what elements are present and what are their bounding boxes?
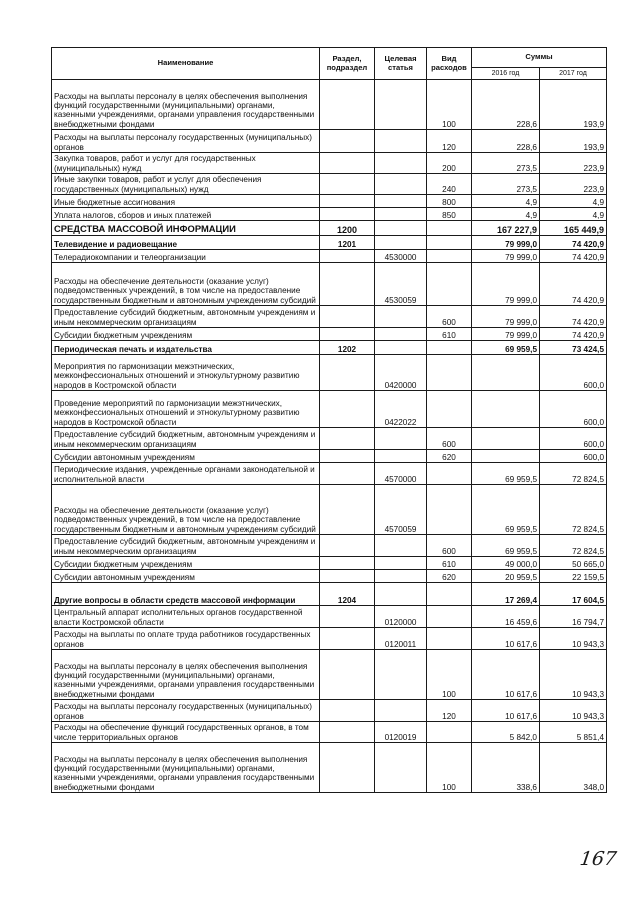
- row-section: [320, 391, 375, 428]
- row-type: [427, 250, 472, 263]
- row-sum-2017: 193,9: [540, 80, 607, 130]
- row-sum-2017: 17 604,5: [540, 583, 607, 606]
- row-sum-2017: 4,9: [540, 195, 607, 208]
- row-type: 850: [427, 208, 472, 221]
- row-article: 0422022: [375, 391, 427, 428]
- table-row: [52, 250, 607, 263]
- row-sum-2017: 600,0: [540, 391, 607, 428]
- row-sum-2017: 74 420,9: [540, 236, 607, 250]
- row-sum-2017: 10 943,3: [540, 700, 607, 722]
- budget-table: [51, 47, 607, 793]
- row-article: [375, 221, 427, 236]
- row-article: [375, 328, 427, 341]
- row-name: Субсидии бюджетным учреждениям: [52, 557, 320, 570]
- row-article: 0120019: [375, 722, 427, 743]
- row-name: Центральный аппарат исполнительных органов государственной власти Костромской области: [52, 606, 320, 628]
- row-sum-2017: 74 420,9: [540, 306, 607, 328]
- table-row: [52, 583, 607, 606]
- table-row: [52, 628, 607, 650]
- row-sum-2017: 74 420,9: [540, 250, 607, 263]
- row-name: Телерадиокомпании и телеорганизации: [52, 250, 320, 263]
- row-name: Расходы на обеспечение деятельности (оказание услуг) подведомственных учреждений, в том числе на предоставление государственным бюджетным и автономным учреждениям субсидий: [52, 263, 320, 306]
- row-type: 600: [427, 428, 472, 450]
- row-sum-2016: 273,5: [472, 153, 540, 174]
- row-sum-2017: 74 420,9: [540, 263, 607, 306]
- page-number: 167: [578, 848, 618, 870]
- row-name: Периодические издания, учрежденные органами законодательной и исполнительной власти: [52, 463, 320, 485]
- table-row: [52, 263, 607, 306]
- table-row: [52, 130, 607, 153]
- row-name: Проведение мероприятий по гармонизации межэтнических, межконфессиональных отношений и этнокультурному развитию народов в Костромской области: [52, 391, 320, 428]
- row-name: Субсидии автономным учреждениям: [52, 570, 320, 583]
- table-row: [52, 341, 607, 355]
- row-section: [320, 80, 375, 130]
- row-sum-2016: 20 959,5: [472, 570, 540, 583]
- table-body: [52, 80, 607, 793]
- row-sum-2016: [472, 450, 540, 463]
- row-section: [320, 722, 375, 743]
- table-row: [52, 535, 607, 557]
- row-sum-2017: 165 449,9: [540, 221, 607, 236]
- row-sum-2016: 4,9: [472, 208, 540, 221]
- row-section: [320, 570, 375, 583]
- row-sum-2017: 72 824,5: [540, 485, 607, 535]
- row-article: [375, 195, 427, 208]
- row-type: 200: [427, 153, 472, 174]
- row-section: [320, 535, 375, 557]
- table-row: [52, 722, 607, 743]
- row-section: 1202: [320, 341, 375, 355]
- row-article: [375, 535, 427, 557]
- row-name: Расходы на выплаты по оплате труда работников государственных органов: [52, 628, 320, 650]
- row-section: [320, 306, 375, 328]
- row-article: [375, 130, 427, 153]
- row-sum-2016: [472, 391, 540, 428]
- row-sum-2016: [472, 355, 540, 391]
- row-sum-2017: 10 943,3: [540, 650, 607, 700]
- table-row: [52, 80, 607, 130]
- table-row: [52, 485, 607, 535]
- row-sum-2017: 72 824,5: [540, 535, 607, 557]
- row-sum-2017: 600,0: [540, 450, 607, 463]
- row-sum-2016: 79 999,0: [472, 306, 540, 328]
- row-section: [320, 606, 375, 628]
- row-type: [427, 263, 472, 306]
- row-sum-2016: 69 959,5: [472, 341, 540, 355]
- table-row: [52, 428, 607, 450]
- row-name: Закупка товаров, работ и услуг для государственных (муниципальных) нужд: [52, 153, 320, 174]
- row-section: [320, 450, 375, 463]
- row-article: [375, 583, 427, 606]
- header-section: Раздел, подраздел: [320, 48, 375, 80]
- row-section: 1204: [320, 583, 375, 606]
- row-section: [320, 250, 375, 263]
- row-type: [427, 722, 472, 743]
- row-type: 620: [427, 450, 472, 463]
- table-row: [52, 355, 607, 391]
- row-sum-2016: 10 617,6: [472, 700, 540, 722]
- row-section: [320, 743, 375, 793]
- row-name: Уплата налогов, сборов и иных платежей: [52, 208, 320, 221]
- row-article: 4530059: [375, 263, 427, 306]
- row-name: Иные бюджетные ассигнования: [52, 195, 320, 208]
- row-sum-2016: 228,6: [472, 130, 540, 153]
- row-article: [375, 743, 427, 793]
- row-sum-2016: 79 999,0: [472, 328, 540, 341]
- row-name: Расходы на выплаты персоналу в целях обеспечения выполнения функций государственными (муниципальными) органами, казенными учреждениями, органами управления государственными внебюджетными фондами: [52, 80, 320, 130]
- row-name: Расходы на обеспечение деятельности (оказание услуг) подведомственных учреждений, в том числе на предоставление государственным бюджетным и автономным учреждениям субсидий: [52, 485, 320, 535]
- row-section: [320, 650, 375, 700]
- row-type: 610: [427, 328, 472, 341]
- row-sum-2017: 16 794,7: [540, 606, 607, 628]
- row-article: [375, 428, 427, 450]
- row-sum-2017: 600,0: [540, 355, 607, 391]
- table-row: [52, 328, 607, 341]
- table-row: [52, 306, 607, 328]
- row-article: [375, 80, 427, 130]
- row-article: 4570059: [375, 485, 427, 535]
- row-sum-2017: 73 424,5: [540, 341, 607, 355]
- table-row: [52, 450, 607, 463]
- row-type: 600: [427, 535, 472, 557]
- row-name: Предоставление субсидий бюджетным, автономным учреждениям и иным некоммерческим организациям: [52, 535, 320, 557]
- row-article: [375, 236, 427, 250]
- row-sum-2016: 16 459,6: [472, 606, 540, 628]
- row-name: Предоставление субсидий бюджетным, автономным учреждениям и иным некоммерческим организациям: [52, 428, 320, 450]
- row-article: 4530000: [375, 250, 427, 263]
- table-row: [52, 221, 607, 236]
- row-sum-2016: 338,6: [472, 743, 540, 793]
- row-article: [375, 450, 427, 463]
- row-sum-2016: 69 959,5: [472, 485, 540, 535]
- row-article: 4570000: [375, 463, 427, 485]
- row-section: 1201: [320, 236, 375, 250]
- row-article: [375, 306, 427, 328]
- row-article: [375, 557, 427, 570]
- table-row: [52, 570, 607, 583]
- table-header: [52, 48, 607, 80]
- row-type: [427, 606, 472, 628]
- table-row: [52, 236, 607, 250]
- header-year-2017: 2017 год: [540, 68, 607, 80]
- row-article: [375, 570, 427, 583]
- row-article: 0120000: [375, 606, 427, 628]
- row-sum-2017: 348,0: [540, 743, 607, 793]
- row-sum-2017: 223,9: [540, 153, 607, 174]
- row-section: [320, 208, 375, 221]
- row-article: [375, 153, 427, 174]
- row-section: [320, 700, 375, 722]
- table-row: [52, 606, 607, 628]
- header-type: Вид расходов: [427, 48, 472, 80]
- row-name: Телевидение и радиовещание: [52, 236, 320, 250]
- row-sum-2016: 49 000,0: [472, 557, 540, 570]
- row-name: СРЕДСТВА МАССОВОЙ ИНФОРМАЦИИ: [52, 221, 320, 236]
- row-sum-2016: 79 999,0: [472, 236, 540, 250]
- row-type: 120: [427, 700, 472, 722]
- row-sum-2017: 5 851,4: [540, 722, 607, 743]
- row-type: 240: [427, 174, 472, 195]
- row-type: [427, 391, 472, 428]
- row-type: [427, 485, 472, 535]
- row-section: [320, 328, 375, 341]
- row-sum-2017: 223,9: [540, 174, 607, 195]
- table-row: [52, 700, 607, 722]
- header-name: Наименование: [52, 48, 320, 80]
- row-type: 100: [427, 650, 472, 700]
- row-sum-2016: 10 617,6: [472, 628, 540, 650]
- row-sum-2016: 69 959,5: [472, 535, 540, 557]
- row-section: [320, 428, 375, 450]
- header-year-2016: 2016 год: [472, 68, 540, 80]
- row-article: 0120011: [375, 628, 427, 650]
- row-sum-2016: 228,6: [472, 80, 540, 130]
- row-article: [375, 208, 427, 221]
- row-type: [427, 221, 472, 236]
- row-article: 0420000: [375, 355, 427, 391]
- row-type: [427, 236, 472, 250]
- row-name: Периодическая печать и издательства: [52, 341, 320, 355]
- row-type: 100: [427, 80, 472, 130]
- row-section: 1200: [320, 221, 375, 236]
- row-article: [375, 341, 427, 355]
- row-type: 120: [427, 130, 472, 153]
- row-sum-2016: [472, 428, 540, 450]
- row-sum-2016: 79 999,0: [472, 250, 540, 263]
- row-sum-2016: 4,9: [472, 195, 540, 208]
- table-row: [52, 174, 607, 195]
- row-sum-2017: 10 943,3: [540, 628, 607, 650]
- row-name: Расходы на выплаты персоналу государственных (муниципальных) органов: [52, 700, 320, 722]
- row-article: [375, 650, 427, 700]
- row-sum-2017: 22 159,5: [540, 570, 607, 583]
- row-section: [320, 485, 375, 535]
- row-type: 620: [427, 570, 472, 583]
- row-type: [427, 341, 472, 355]
- row-type: [427, 355, 472, 391]
- row-sum-2016: 5 842,0: [472, 722, 540, 743]
- row-section: [320, 130, 375, 153]
- row-name: Расходы на обеспечение функций государственных органов, в том числе территориальных органов: [52, 722, 320, 743]
- row-sum-2017: 4,9: [540, 208, 607, 221]
- row-section: [320, 557, 375, 570]
- row-sum-2016: 273,5: [472, 174, 540, 195]
- header-sums: Суммы: [472, 48, 607, 68]
- row-section: [320, 628, 375, 650]
- table-row: [52, 743, 607, 793]
- row-name: Расходы на выплаты персоналу в целях обеспечения выполнения функций государственными (муниципальными) органами, казенными учреждениями, органами управления государственными внебюджетными фондами: [52, 743, 320, 793]
- row-name: Субсидии автономным учреждениям: [52, 450, 320, 463]
- row-section: [320, 153, 375, 174]
- row-name: Мероприятия по гармонизации межэтнических, межконфессиональных отношений и этнокультурному развитию народов в Костромской области: [52, 355, 320, 391]
- row-section: [320, 195, 375, 208]
- row-type: [427, 628, 472, 650]
- row-name: Расходы на выплаты персоналу в целях обеспечения выполнения функций государственными (муниципальными) органами, казенными учреждениями, органами управления государственными внебюджетными фондами: [52, 650, 320, 700]
- row-sum-2016: 17 269,4: [472, 583, 540, 606]
- row-section: [320, 463, 375, 485]
- row-sum-2017: 193,9: [540, 130, 607, 153]
- row-section: [320, 355, 375, 391]
- table-row: [52, 208, 607, 221]
- table-row: [52, 195, 607, 208]
- row-type: [427, 463, 472, 485]
- row-section: [320, 263, 375, 306]
- table-row: [52, 650, 607, 700]
- row-name: Предоставление субсидий бюджетным, автономным учреждениям и иным некоммерческим организациям: [52, 306, 320, 328]
- row-sum-2017: 74 420,9: [540, 328, 607, 341]
- row-type: 600: [427, 306, 472, 328]
- row-name: Другие вопросы в области средств массовой информации: [52, 583, 320, 606]
- header-article: Целевая статья: [375, 48, 427, 80]
- row-sum-2016: 10 617,6: [472, 650, 540, 700]
- table-row: [52, 463, 607, 485]
- row-sum-2017: 600,0: [540, 428, 607, 450]
- table-row: [52, 391, 607, 428]
- row-sum-2016: 79 999,0: [472, 263, 540, 306]
- row-type: 800: [427, 195, 472, 208]
- row-type: 100: [427, 743, 472, 793]
- row-sum-2017: 72 824,5: [540, 463, 607, 485]
- row-sum-2016: 69 959,5: [472, 463, 540, 485]
- table-row: [52, 153, 607, 174]
- row-type: [427, 583, 472, 606]
- row-article: [375, 174, 427, 195]
- row-name: Расходы на выплаты персоналу государственных (муниципальных) органов: [52, 130, 320, 153]
- row-article: [375, 700, 427, 722]
- row-name: Субсидии бюджетным учреждениям: [52, 328, 320, 341]
- row-name: Иные закупки товаров, работ и услуг для обеспечения государственных (муниципальных) нужд: [52, 174, 320, 195]
- row-type: 610: [427, 557, 472, 570]
- row-section: [320, 174, 375, 195]
- row-sum-2016: 167 227,9: [472, 221, 540, 236]
- table-row: [52, 557, 607, 570]
- row-sum-2017: 50 665,0: [540, 557, 607, 570]
